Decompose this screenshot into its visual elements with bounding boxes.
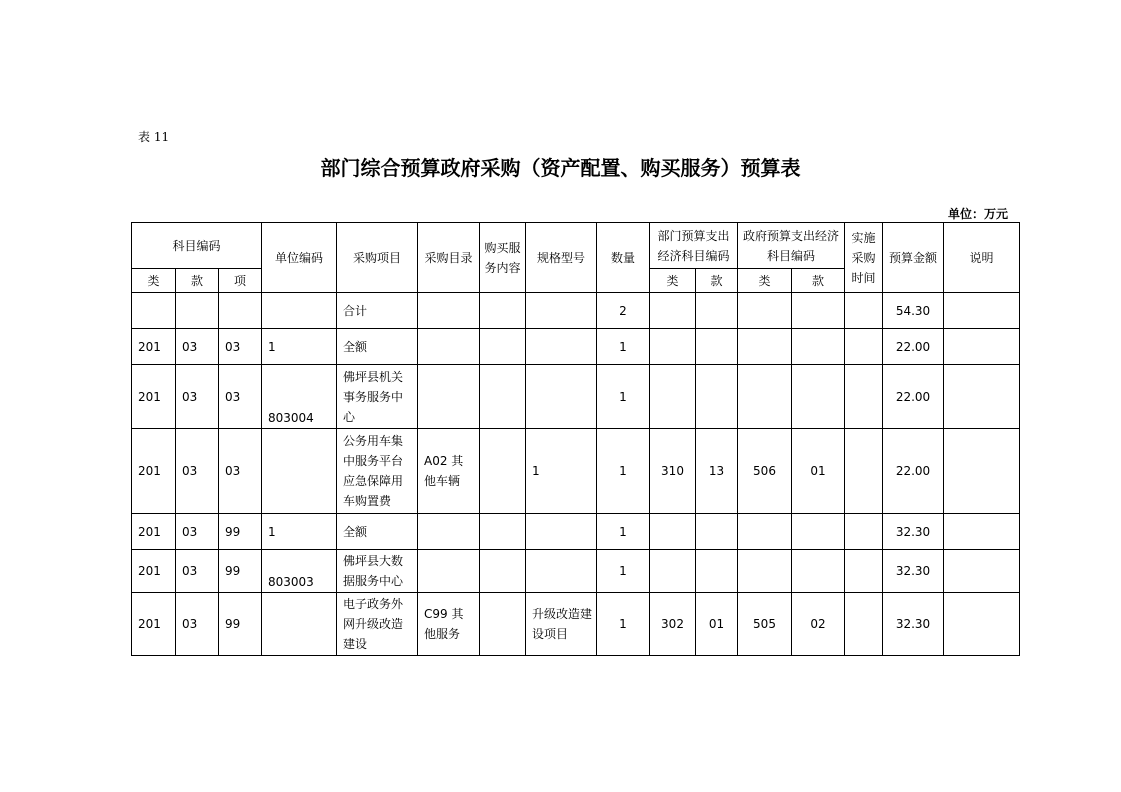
cell-kuan: 03 xyxy=(176,365,219,429)
cell-unit-code: 1 xyxy=(262,514,337,550)
header-gov-econ-code: 政府预算支出经济科目编码 xyxy=(738,223,845,269)
cell-spec xyxy=(526,365,597,429)
cell-gov-kuan xyxy=(792,514,845,550)
cell-qty: 1 xyxy=(597,429,650,514)
cell-time xyxy=(845,429,883,514)
cell-remark xyxy=(944,293,1020,329)
cell-remark xyxy=(944,550,1020,593)
cell-dept-lei xyxy=(650,514,696,550)
cell-catalog xyxy=(418,365,480,429)
cell-kuan: 03 xyxy=(176,514,219,550)
table-row xyxy=(132,514,1020,550)
cell-item: 合计 xyxy=(337,293,418,329)
cell-gov-lei xyxy=(738,293,792,329)
cell-xiang: 99 xyxy=(219,593,262,656)
header-dept-lei: 类 xyxy=(650,269,696,293)
table-row xyxy=(132,429,1020,514)
cell-service xyxy=(480,365,526,429)
cell-gov-kuan xyxy=(792,365,845,429)
cell-catalog xyxy=(418,329,480,365)
header-unit-code: 单位编码 xyxy=(262,223,337,293)
cell-time xyxy=(845,329,883,365)
cell-time xyxy=(845,293,883,329)
header-remarks: 说明 xyxy=(944,223,1020,293)
cell-lei: 201 xyxy=(132,550,176,593)
cell-amount: 32.30 xyxy=(883,593,944,656)
cell-spec xyxy=(526,514,597,550)
cell-amount: 22.00 xyxy=(883,329,944,365)
cell-dept-lei xyxy=(650,365,696,429)
cell-item: 佛坪县机关事务服务中心 xyxy=(337,365,418,429)
cell-spec xyxy=(526,550,597,593)
cell-xiang xyxy=(219,293,262,329)
cell-dept-kuan xyxy=(696,514,738,550)
cell-unit-code: 803003 xyxy=(262,550,337,593)
cell-qty: 1 xyxy=(597,550,650,593)
cell-service xyxy=(480,429,526,514)
cell-kuan: 03 xyxy=(176,593,219,656)
cell-item: 全额 xyxy=(337,514,418,550)
cell-service xyxy=(480,550,526,593)
cell-gov-lei xyxy=(738,514,792,550)
cell-gov-lei xyxy=(738,329,792,365)
cell-dept-lei xyxy=(650,293,696,329)
cell-unit-code xyxy=(262,593,337,656)
cell-remark xyxy=(944,365,1020,429)
cell-xiang: 03 xyxy=(219,329,262,365)
cell-amount: 22.00 xyxy=(883,429,944,514)
cell-catalog: C99 其他服务 xyxy=(418,593,480,656)
cell-dept-kuan xyxy=(696,365,738,429)
cell-kuan: 03 xyxy=(176,329,219,365)
unit-label: 单位：万元 xyxy=(948,207,1009,221)
cell-amount: 54.30 xyxy=(883,293,944,329)
cell-dept-kuan xyxy=(696,550,738,593)
cell-qty: 1 xyxy=(597,329,650,365)
cell-unit-code xyxy=(262,293,337,329)
cell-lei: 201 xyxy=(132,429,176,514)
cell-catalog: A02 其他车辆 xyxy=(418,429,480,514)
cell-gov-kuan xyxy=(792,293,845,329)
cell-item: 佛坪县大数据服务中心 xyxy=(337,550,418,593)
cell-unit-code: 803004 xyxy=(262,365,337,429)
header-budget-amount: 预算金额 xyxy=(883,223,944,293)
cell-lei xyxy=(132,293,176,329)
cell-dept-kuan xyxy=(696,329,738,365)
cell-spec xyxy=(526,293,597,329)
cell-dept-lei xyxy=(650,550,696,593)
cell-service xyxy=(480,593,526,656)
cell-kuan xyxy=(176,293,219,329)
header-dept-kuan: 款 xyxy=(696,269,738,293)
cell-gov-kuan: 01 xyxy=(792,429,845,514)
cell-catalog xyxy=(418,550,480,593)
header-purchase-service: 购买服务内容 xyxy=(480,223,526,293)
table-row xyxy=(132,593,1020,656)
header-row-1 xyxy=(132,223,1020,269)
cell-service xyxy=(480,514,526,550)
cell-dept-lei: 310 xyxy=(650,429,696,514)
cell-amount: 32.30 xyxy=(883,550,944,593)
cell-time xyxy=(845,550,883,593)
cell-kuan: 03 xyxy=(176,550,219,593)
cell-gov-kuan xyxy=(792,329,845,365)
cell-gov-lei: 505 xyxy=(738,593,792,656)
header-purchase-item: 采购项目 xyxy=(337,223,418,293)
cell-dept-kuan: 01 xyxy=(696,593,738,656)
table-row xyxy=(132,293,1020,329)
header-lei: 类 xyxy=(132,269,176,293)
table-number: 表 11 xyxy=(138,130,170,144)
cell-xiang: 03 xyxy=(219,429,262,514)
cell-unit-code xyxy=(262,429,337,514)
cell-gov-kuan xyxy=(792,550,845,593)
table-row xyxy=(132,550,1020,593)
cell-catalog xyxy=(418,293,480,329)
cell-item: 公务用车集中服务平台应急保障用车购置费 xyxy=(337,429,418,514)
cell-lei: 201 xyxy=(132,329,176,365)
cell-service xyxy=(480,329,526,365)
header-subject-code: 科目编码 xyxy=(132,223,262,269)
cell-qty: 1 xyxy=(597,514,650,550)
table-row xyxy=(132,329,1020,365)
cell-xiang: 99 xyxy=(219,550,262,593)
cell-kuan: 03 xyxy=(176,429,219,514)
cell-dept-kuan: 13 xyxy=(696,429,738,514)
page-title: 部门综合预算政府采购（资产配置、购买服务）预算表 xyxy=(320,156,801,180)
cell-dept-lei: 302 xyxy=(650,593,696,656)
header-xiang: 项 xyxy=(219,269,262,293)
header-purchase-catalog: 采购目录 xyxy=(418,223,480,293)
cell-time xyxy=(845,514,883,550)
cell-lei: 201 xyxy=(132,365,176,429)
cell-dept-kuan xyxy=(696,293,738,329)
header-gov-lei: 类 xyxy=(738,269,792,293)
cell-service xyxy=(480,293,526,329)
cell-qty: 1 xyxy=(597,593,650,656)
cell-unit-code: 1 xyxy=(262,329,337,365)
cell-remark xyxy=(944,593,1020,656)
cell-catalog xyxy=(418,514,480,550)
cell-gov-kuan: 02 xyxy=(792,593,845,656)
header-gov-kuan: 款 xyxy=(792,269,845,293)
cell-item: 全额 xyxy=(337,329,418,365)
cell-time xyxy=(845,593,883,656)
table-row xyxy=(132,365,1020,429)
cell-qty: 2 xyxy=(597,293,650,329)
cell-remark xyxy=(944,429,1020,514)
cell-time xyxy=(845,365,883,429)
cell-spec: 升级改造建设项目 xyxy=(526,593,597,656)
cell-spec: 1 xyxy=(526,429,597,514)
cell-amount: 22.00 xyxy=(883,365,944,429)
cell-lei: 201 xyxy=(132,514,176,550)
cell-lei: 201 xyxy=(132,593,176,656)
cell-qty: 1 xyxy=(597,365,650,429)
header-spec-model: 规格型号 xyxy=(526,223,597,293)
cell-xiang: 99 xyxy=(219,514,262,550)
cell-gov-lei xyxy=(738,550,792,593)
cell-amount: 32.30 xyxy=(883,514,944,550)
cell-item: 电子政务外网升级改造建设 xyxy=(337,593,418,656)
budget-table xyxy=(131,222,1020,656)
header-dept-econ-code: 部门预算支出经济科目编码 xyxy=(650,223,738,269)
cell-spec xyxy=(526,329,597,365)
cell-remark xyxy=(944,514,1020,550)
cell-remark xyxy=(944,329,1020,365)
header-kuan: 款 xyxy=(176,269,219,293)
cell-gov-lei: 506 xyxy=(738,429,792,514)
cell-xiang: 03 xyxy=(219,365,262,429)
header-quantity: 数量 xyxy=(597,223,650,293)
header-impl-time: 实施采购时间 xyxy=(845,223,883,293)
cell-dept-lei xyxy=(650,329,696,365)
cell-gov-lei xyxy=(738,365,792,429)
